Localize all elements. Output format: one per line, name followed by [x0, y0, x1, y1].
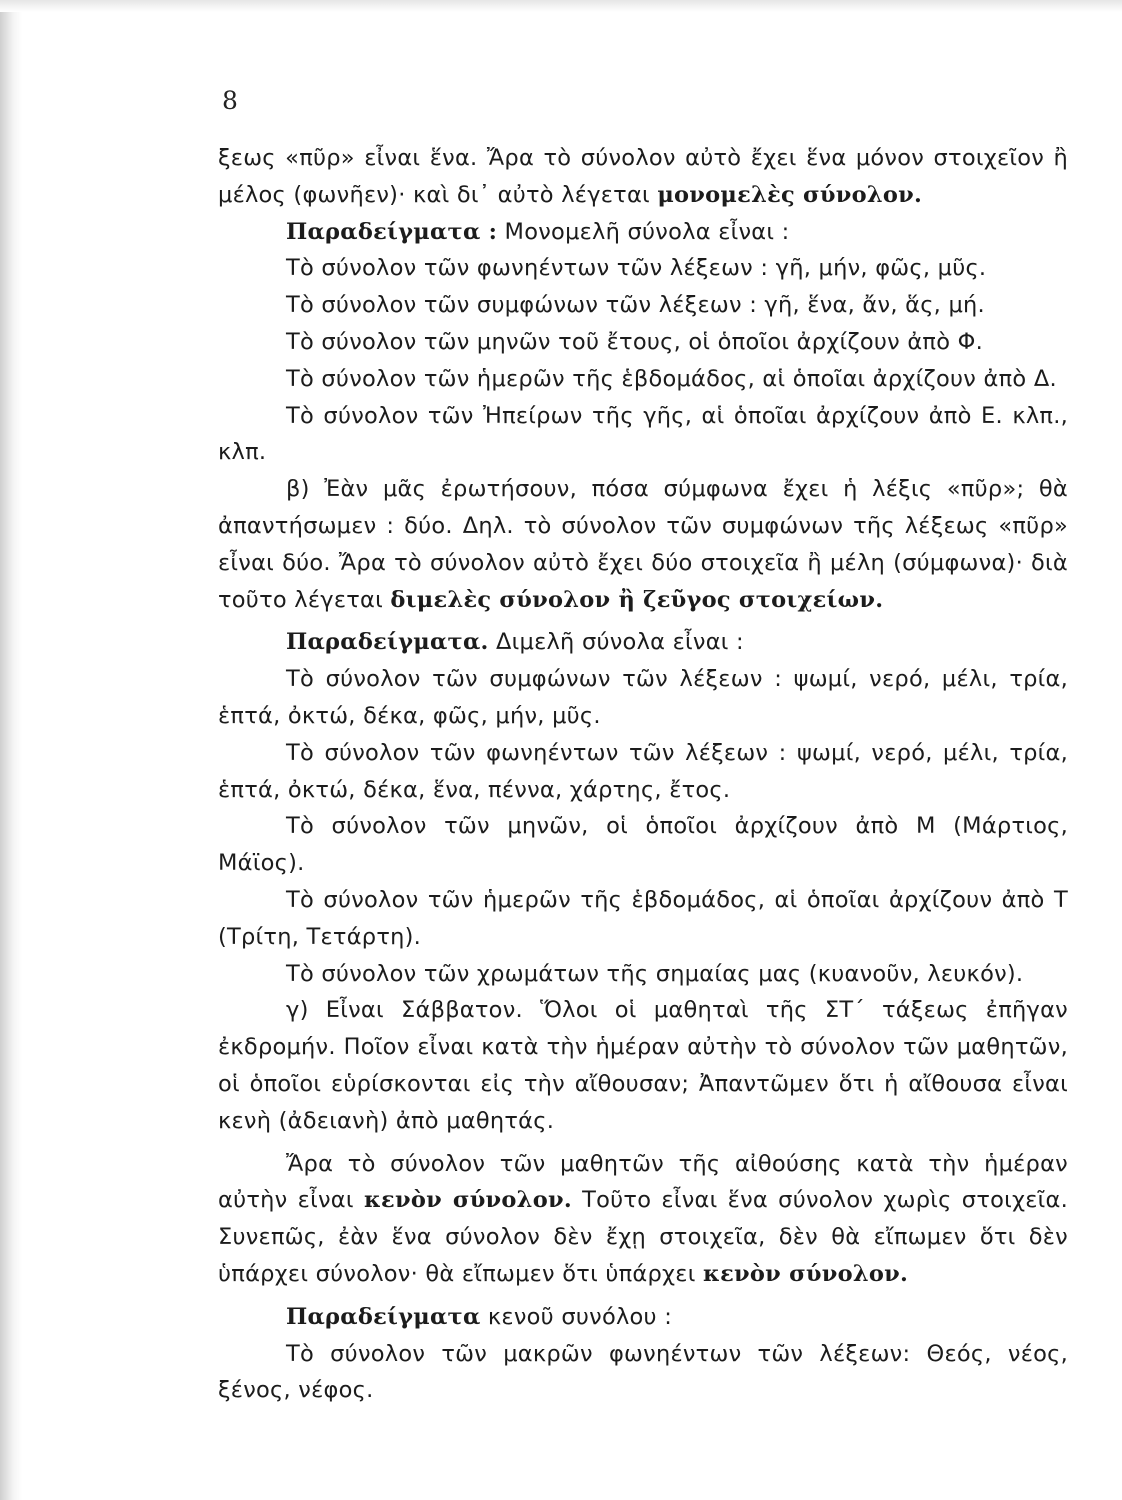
example-item: Τὸ σύνολον τῶν χρωμάτων τῆς σημαίας μας (κυανοῦν, λευκόν).: [286, 960, 1024, 987]
paragraph-empty-classroom: γ) Εἶναι Σάββατον. Ὅλοι οἱ μαθηταὶ τῆς ΣΤ΄ τάξεως ἐπῆγαν ἐκδρομήν. Ποῖον εἶναι κατὰ τὴν ἡμέραν αὐτὴν τὸ σύνολον τῶν μαθητῶν, οἱ ὁποῖοι εὑρίσκονται εἰς τὴν αἴθουσαν; Ἀπαντῶμεν ὅτι ἡ αἴθουσα εἶναι κενὴ (ἀδειανὴ) ἀπὸ μαθητάς.: [218, 997, 1068, 1134]
page-number: 8: [222, 86, 238, 115]
example-item: Τὸ σύνολον τῶν μηνῶν, οἱ ὁποῖοι ἀρχίζουν ἀπὸ Μ (Μάρτιος, Μάϊος).: [218, 813, 1068, 877]
page-shadow-left: [0, 0, 22, 1500]
term-kenon-2: κενὸν σύνολον.: [702, 1260, 909, 1287]
example-item: Τὸ σύνολον τῶν μηνῶν τοῦ ἔτους, οἱ ὁποῖοι ἀρχίζουν ἀπὸ Φ.: [286, 328, 984, 355]
example-item: Τὸ σύνολον τῶν συμφώνων τῶν λέξεων : γῆ, ἕνα, ἄν, ἅς, μή.: [286, 292, 985, 319]
page-body: [218, 140, 1068, 1409]
examples-heading-2: Παραδείγματα. Διμελῆ σύνολα εἶναι :: [286, 629, 744, 656]
paragraph-dimeles: β) Ἐὰν μᾶς ἐρωτήσουν, πόσα σύμφωνα ἔχει ἡ λέξις «πῦρ»; θὰ ἀπαντήσωμεν : δύο. Δηλ. τὸ σύνολον τῶν συμφώνων τῆς λέξεως «πῦρ» εἶναι δύο. Ἄρα τὸ σύνολον αὐτὸ ἔχει δύο στοιχεῖα ἢ μέλη (σύμφωνα)· διὰ τοῦτο λέγεται διμελὲς σύνολον ἢ ζεῦγος στοιχείων.: [218, 476, 1068, 613]
example-item: Τὸ σύνολον τῶν φωνηέντων τῶν λέξεων : γῆ, μήν, φῶς, μῦς.: [286, 255, 987, 282]
examples-heading-3: Παραδείγματα κενοῦ συνόλου :: [286, 1303, 673, 1330]
example-item: Τὸ σύνολον τῶν ἡμερῶν τῆς ἑβδομάδος, αἱ ὁποῖαι ἀρχίζουν ἀπὸ Τ (Τρίτη, Τετάρτη).: [218, 886, 1068, 950]
example-item: Τὸ σύνολον τῶν μακρῶν φωνηέντων τῶν λέξεων: Θεός, νέος, ξένος, νέφος.: [218, 1340, 1068, 1404]
example-item: Τὸ σύνολον τῶν Ἠπείρων τῆς γῆς, αἱ ὁποῖαι ἀρχίζουν ἀπὸ Ε. κλπ., κλπ.: [218, 402, 1068, 466]
page-shadow-top: [0, 0, 1122, 12]
term-kenon-1: κενὸν σύνολον.: [363, 1187, 572, 1214]
example-item: Τὸ σύνολον τῶν συμφώνων τῶν λέξεων : ψωμί, νερό, μέλι, τρία, ἑπτά, ὀκτώ, δέκα, φῶς, μήν, μῦς.: [218, 666, 1068, 729]
term-monomeles: μονομελὲς σύνολον.: [657, 181, 923, 208]
example-item: Τὸ σύνολον τῶν φωνηέντων τῶν λέξεων : ψωμί, νερό, μέλι, τρία, ἑπτά, ὀκτώ, δέκα, ἕνα, πέννα, χάρτης, ἔτος.: [218, 739, 1068, 803]
examples-heading-1: Παραδείγματα : Μονομελῆ σύνολα εἶναι :: [286, 218, 790, 245]
example-item: Τὸ σύνολον τῶν ἡμερῶν τῆς ἑβδομάδος, αἱ ὁποῖαι ἀρχίζουν ἀπὸ Δ.: [286, 365, 1057, 392]
term-dimeles: διμελὲς σύνολον ἢ ζεῦγος στοιχείων.: [390, 586, 884, 613]
paragraph-empty-set: Ἄρα τὸ σύνολον τῶν μαθητῶν τῆς αἰθούσης κατὰ τὴν ἡμέραν αὐτὴν εἶναι κενὸν σύνολον. Τοῦτο εἶναι ἕνα σύνολον χωρὶς στοιχεῖα. Συνεπῶς, ἐὰν ἕνα σύνολον δὲν ἔχῃ στοιχεῖα, δὲν θὰ εἴπωμεν ὅτι δὲν ὑπάρχει σύνολον· θὰ εἴπωμεν ὅτι ὑπάρχει κενὸν σύνολον.: [218, 1150, 1068, 1287]
paragraph-monomeles: ξεως «πῦρ» εἶναι ἕνα. Ἄρα τὸ σύνολον αὐτὸ ἔχει ἕνα μόνον στοιχεῖον ἢ μέλος (φωνῆεν)· καὶ δι᾽ αὐτὸ λέγεται μονομελὲς σύνολον.: [218, 145, 1068, 208]
